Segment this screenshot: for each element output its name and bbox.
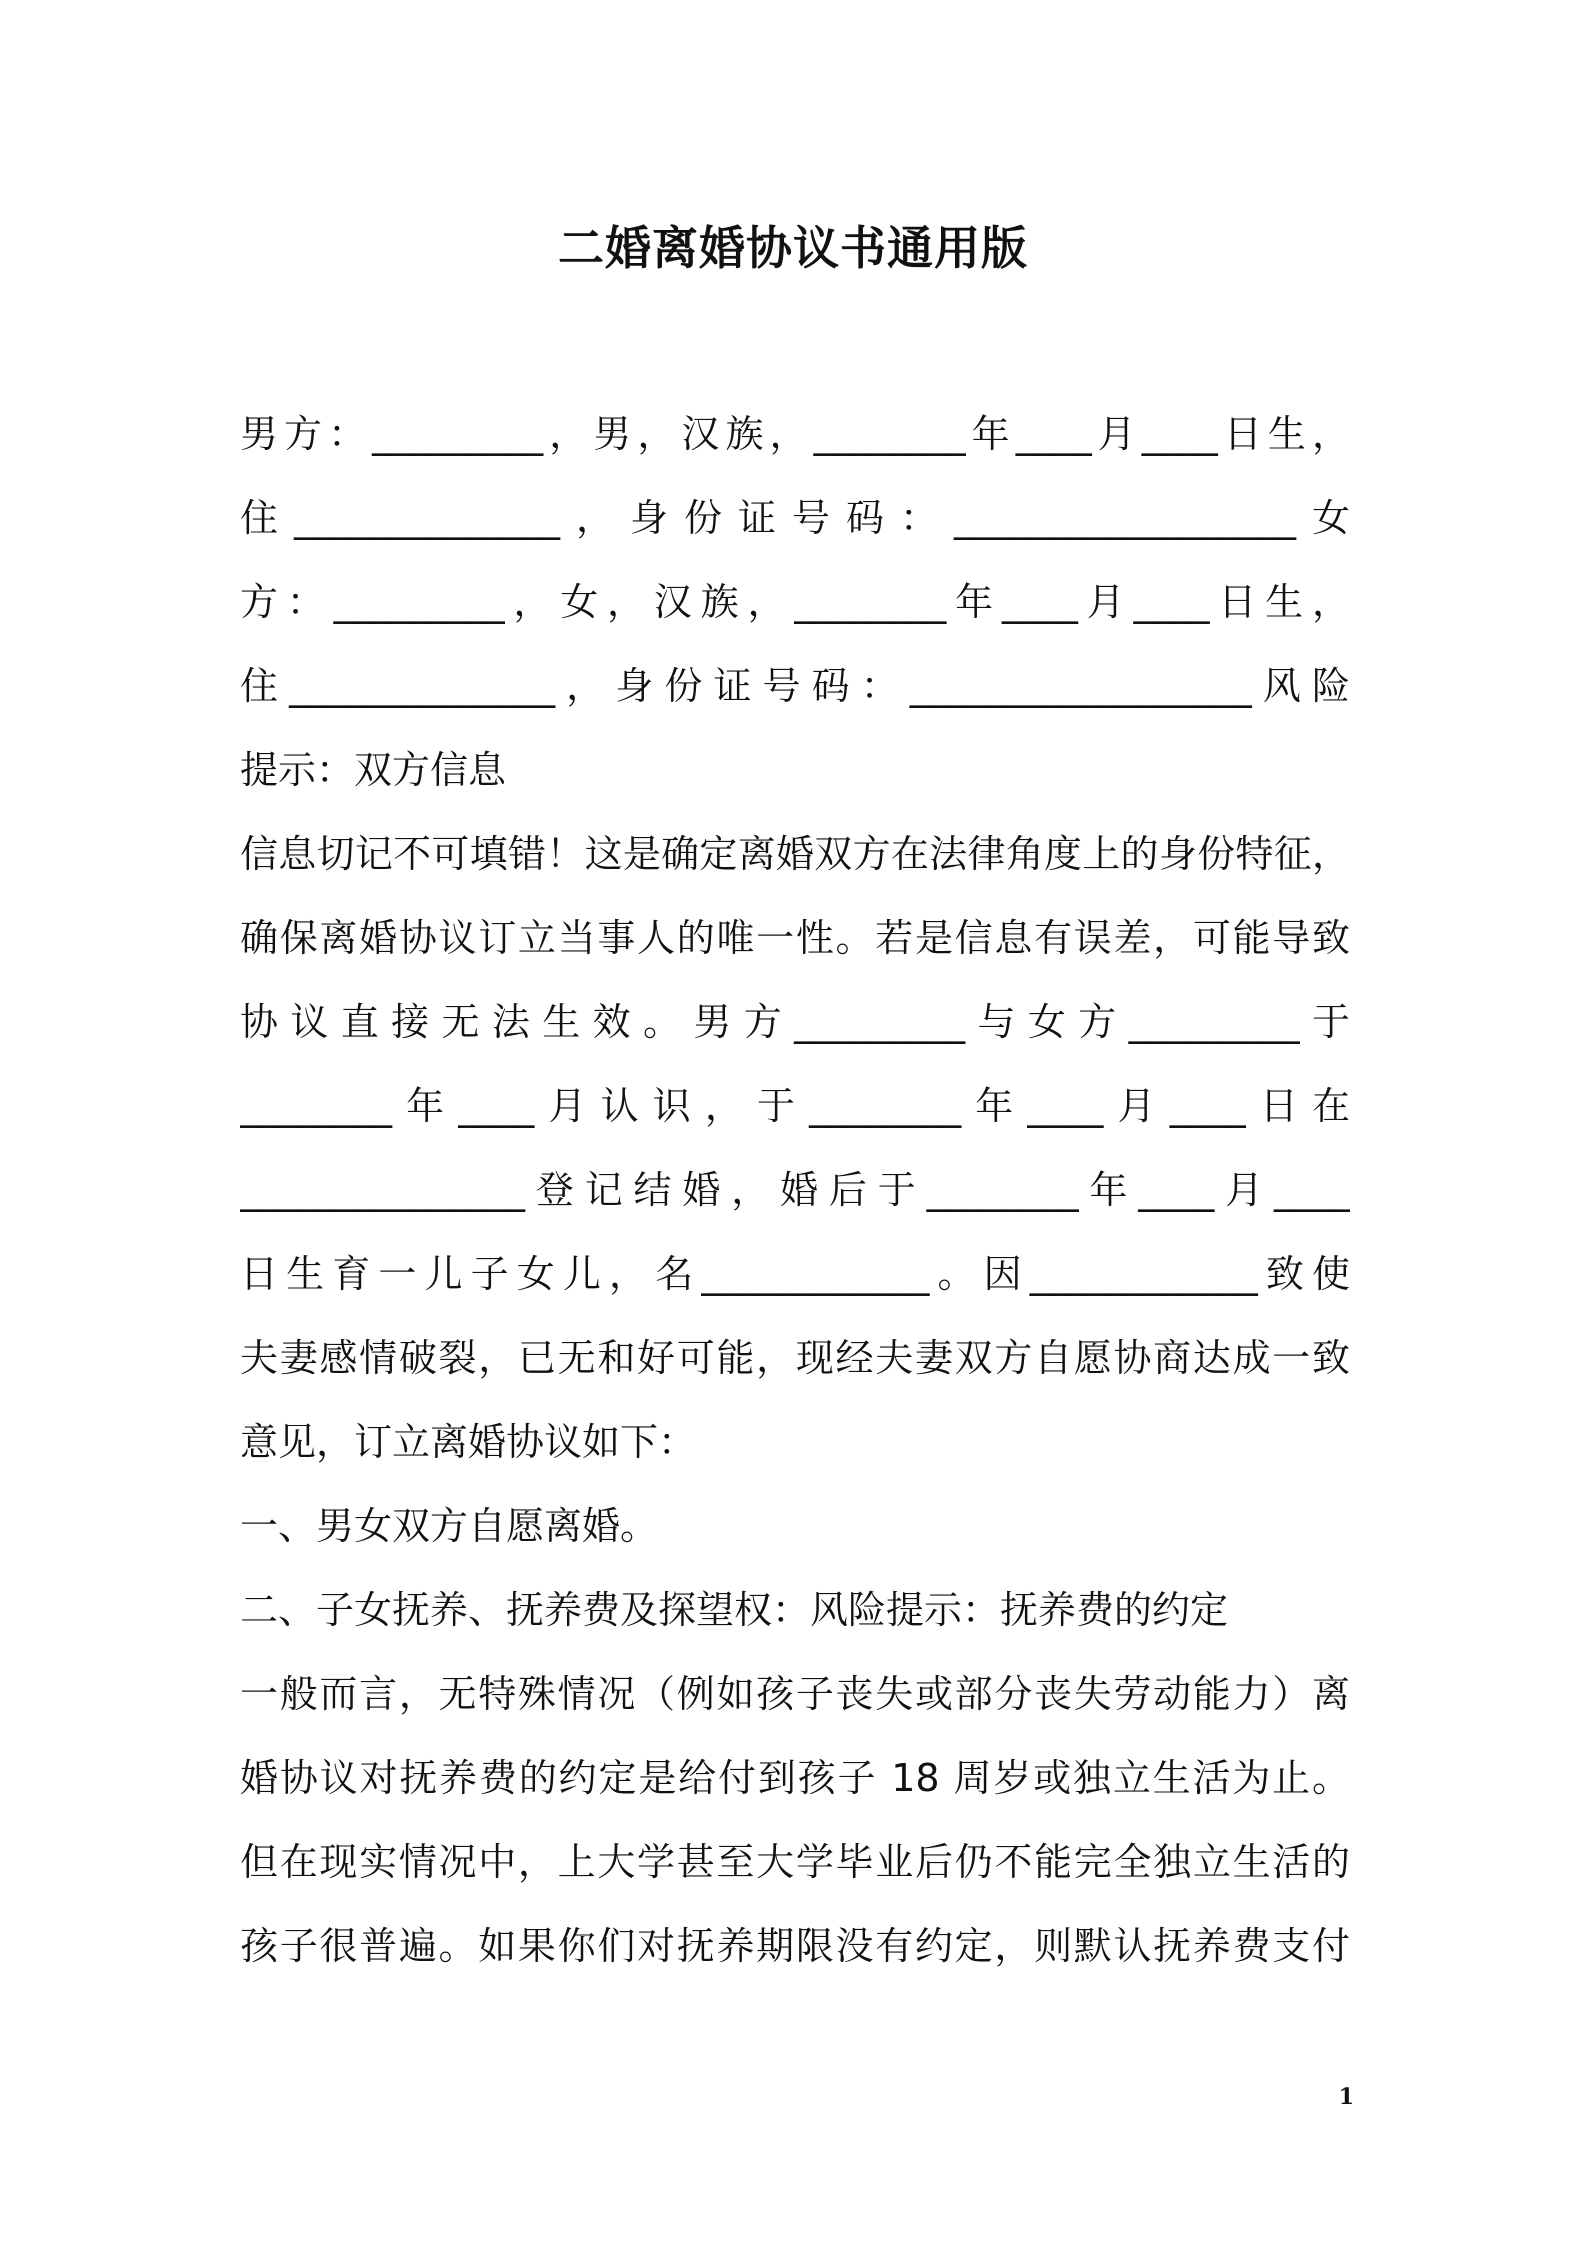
body-line: 但在现实情况中，上大学甚至大学毕业后仍不能完全独立生活的 [240,1840,1350,1884]
body-line: 意见，订立离婚协议如下： [240,1420,697,1464]
page-number: 1 [1338,2084,1354,2110]
body-line: 夫妻感情破裂，已无和好可能，现经夫妻双方自愿协商达成一致 [240,1336,1350,1380]
body-line: 男方：_________，男，汉族，________年____月____日生， [240,412,1350,456]
body-line: 婚协议对抚养费的约定是给付到孩子 18 周岁或独立生活为止。 [240,1756,1350,1800]
body-line: 确保离婚协议订立当事人的唯一性。若是信息有误差，可能导致 [240,916,1350,960]
document-title: 二婚离婚协议书通用版 [558,221,1028,275]
body-line: _______________登记结婚，婚后于________年____月____ [240,1168,1350,1212]
body-line: 日生育一儿子女儿，名____________。因____________致使 [240,1252,1350,1296]
body-line: 方：_________，女，汉族，________年____月____日生， [240,580,1350,624]
body-line: 信息切记不可填错！这是确定离婚双方在法律角度上的身份特征， [240,832,1350,876]
body-line: 一般而言，无特殊情况（例如孩子丧失或部分丧失劳动能力）离 [240,1672,1350,1716]
body-line: 协议直接无法生效。男方_________与女方_________于 [240,1000,1350,1044]
body-line: 住______________，身份证号码：__________________风险 [240,664,1350,708]
body-line: 孩子很普遍。如果你们对抚养期限没有约定，则默认抚养费支付 [240,1924,1350,1968]
body-line: 一、男女双方自愿离婚。 [240,1504,659,1548]
body-line: 住______________，身份证号码：__________________女 [240,496,1350,540]
body-line: 提示：双方信息 [240,748,507,792]
body-line: ________年____月认识，于________年____月____日在 [240,1084,1350,1128]
body-line: 二、子女抚养、抚养费及探望权：风险提示：抚养费的约定 [240,1588,1229,1632]
